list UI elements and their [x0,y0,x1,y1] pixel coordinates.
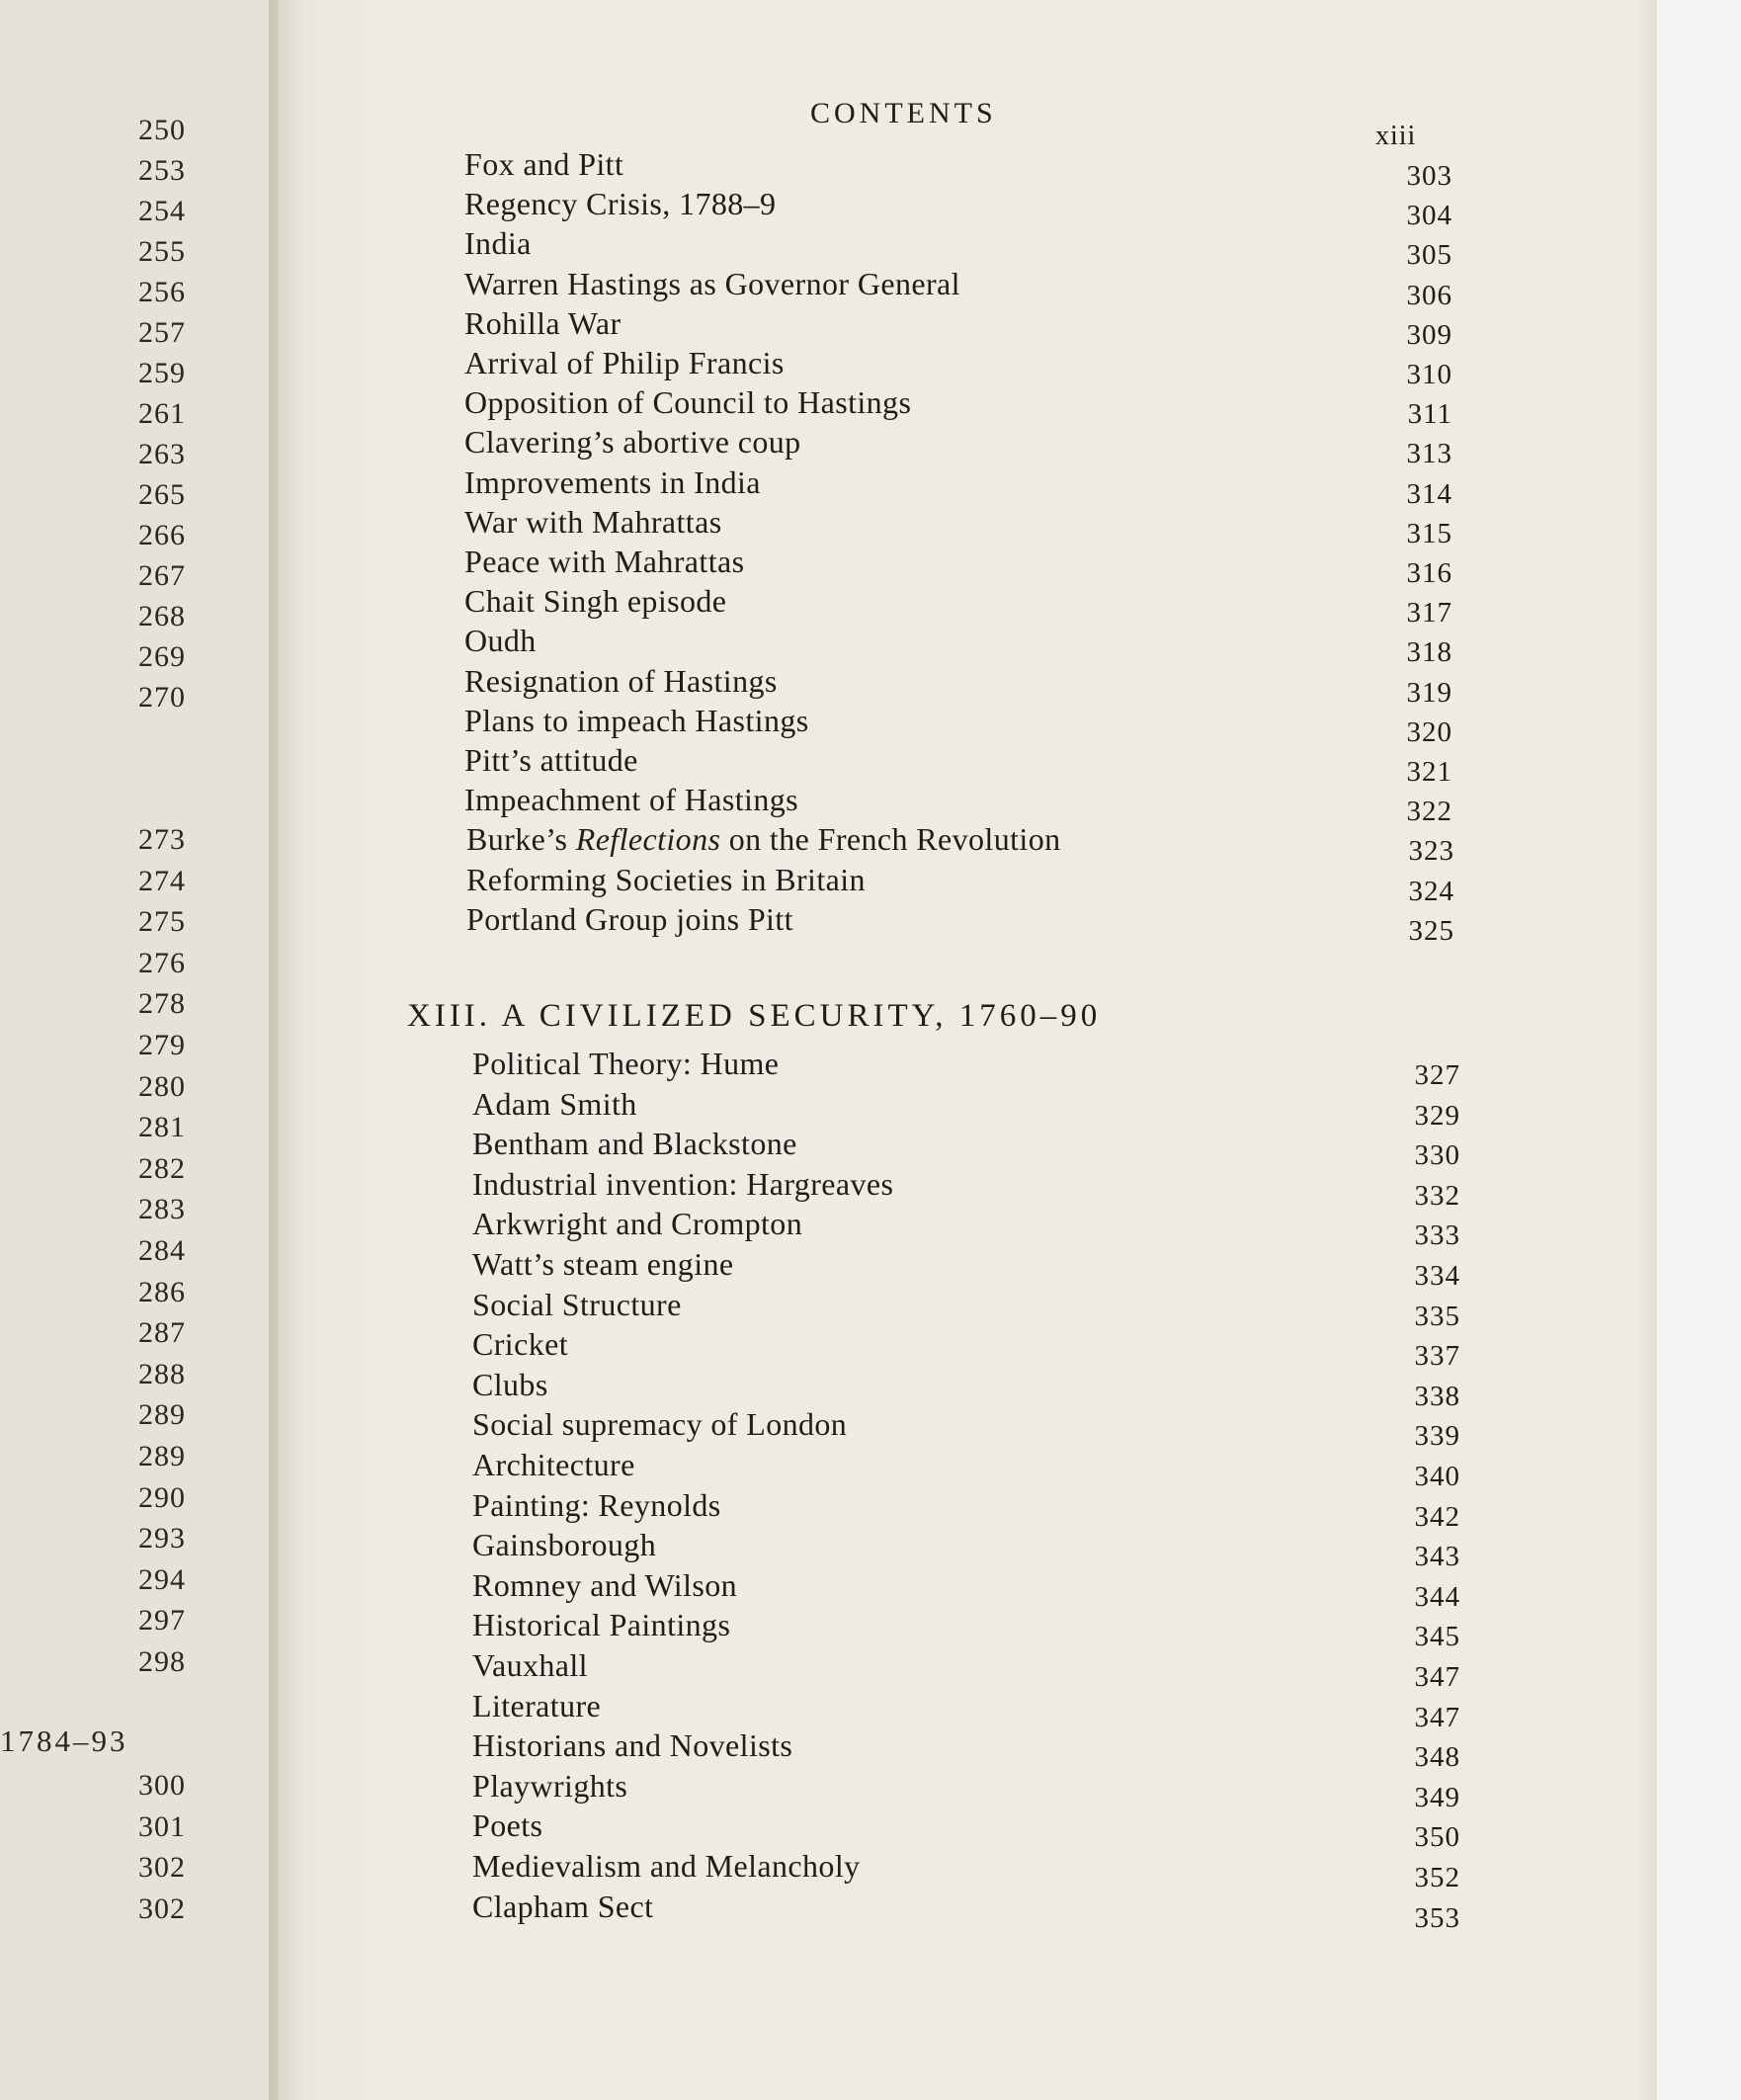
toc-entry-page: 305 [1406,239,1452,272]
toc-entry-title: Bentham and Blackstone [472,1126,797,1162]
left-page-number: 279 [138,1029,186,1061]
toc-entry-title: Impeachment of Hastings [464,782,798,818]
left-page-number: 265 [138,478,186,511]
left-page-number: 290 [138,1480,186,1514]
toc-entry-page: 344 [1414,1580,1460,1613]
toc-entry-title: Vauxhall [472,1647,588,1683]
left-page-number: 289 [138,1440,186,1472]
toc-entry [464,384,1452,431]
left-page-number: 263 [138,438,186,470]
left-page-number: 302 [138,1851,186,1884]
left-page-number: 253 [138,154,186,187]
toc-entry-title: Literature [472,1687,602,1723]
toc-entry [466,861,1454,907]
toc-entry [472,1888,1460,1934]
left-page-number: 297 [138,1604,186,1638]
toc-entry [472,1046,1460,1091]
toc-entry-page: 325 [1408,914,1454,947]
toc-entry-page: 322 [1406,796,1452,828]
toc-entry-page: 352 [1414,1862,1460,1893]
toc-entry [472,1126,1460,1172]
toc-entry [472,1727,1460,1774]
toc-entry [472,1246,1460,1292]
toc-entry-title: Social Structure [472,1286,682,1322]
toc-entry [472,1607,1460,1653]
toc-entry-title: Clavering’s abortive coup [464,424,801,461]
left-page-number: 261 [138,397,186,430]
background-margin [1657,0,1741,2100]
toc-entry-title: Improvements in India [464,463,761,500]
right-page [279,0,1657,2100]
toc-entry-title: Poets [472,1807,543,1844]
left-page-number: 288 [138,1357,186,1390]
toc-entry-page: 321 [1406,756,1452,788]
toc-entry [472,1286,1460,1332]
left-page-number: 273 [138,823,186,856]
toc-entry-page: 318 [1406,636,1452,669]
toc-entry [472,1527,1460,1573]
toc-entry-page: 329 [1414,1099,1460,1132]
toc-entry-title: Industrial invention: Hargreaves [472,1165,894,1202]
toc-entry [464,345,1452,390]
toc-entry-page: 332 [1414,1179,1460,1212]
toc-entry [472,1647,1460,1693]
left-page-number: 250 [138,114,186,146]
toc-entry [464,146,1452,192]
left-page-number: 275 [138,905,186,939]
left-page-number: 267 [138,559,186,592]
left-page-number: 274 [138,864,186,897]
toc-entry-title: Chait Singh episode [464,583,727,620]
left-page-number: 255 [138,235,186,268]
toc-entry [472,1085,1460,1132]
toc-entry-page: 324 [1408,875,1454,907]
toc-entry [464,424,1452,470]
toc-entry-title: Cricket [472,1326,568,1363]
toc-entry-title: Warren Hastings as Governor General [464,265,960,301]
left-page-number: 269 [138,640,186,673]
toc-entry [464,583,1452,630]
left-page-number: 300 [138,1769,186,1802]
toc-entry-page: 333 [1414,1219,1460,1252]
toc-entry [464,304,1452,351]
toc-entry-page: 311 [1407,398,1452,431]
toc-entry [472,1566,1460,1613]
left-page-number: 268 [138,600,186,632]
toc-entry-title: Peace with Mahrattas [464,544,745,579]
toc-entry [472,1486,1460,1533]
toc-entry [472,1687,1460,1733]
toc-entry-page: 347 [1414,1701,1460,1733]
toc-entry-page: 327 [1414,1059,1460,1091]
left-page-number: 283 [138,1193,186,1226]
toc-entry-title: Political Theory: Hume [472,1046,780,1081]
toc-entry-title: Gainsborough [472,1527,657,1563]
toc-entry-title: Watt’s steam engine [472,1246,734,1282]
toc-entry-page: 330 [1414,1139,1460,1172]
toc-entry-title: Rohilla War [464,304,622,341]
toc-entry-title: Romney and Wilson [472,1566,738,1603]
toc-entry-title: Regency Crisis, 1788–9 [464,186,777,222]
toc-entry-title: Fox and Pitt [464,146,624,182]
toc-entry-page: 317 [1406,597,1452,630]
toc-entry-title: Arrival of Philip Francis [464,345,785,380]
left-page-number: 294 [138,1562,186,1596]
toc-entry-page: 338 [1414,1380,1460,1412]
toc-entry [464,782,1452,828]
toc-entry-title: Historical Paintings [472,1607,731,1643]
toc-entry-title: Architecture [472,1447,635,1482]
left-page-number: 289 [138,1398,186,1432]
toc-entry [464,463,1452,510]
toc-entry-page: 303 [1406,160,1452,192]
running-head: CONTENTS [810,97,997,129]
toc-entry [464,503,1452,549]
toc-entry-page: 353 [1414,1901,1460,1934]
toc-entry-title: Resignation of Hastings [464,662,778,699]
left-page [0,0,279,2100]
toc-entry [466,900,1454,947]
toc-entry-page: 343 [1414,1541,1460,1573]
toc-entry [464,702,1452,748]
toc-entry [464,186,1452,232]
left-page-number: 266 [138,519,186,551]
toc-entry [464,544,1452,589]
toc-entry-title: Social supremacy of London [472,1406,848,1443]
toc-entry-page: 309 [1406,318,1452,351]
left-page-number: 287 [138,1316,186,1350]
toc-entry-title: Adam Smith [472,1085,637,1122]
toc-entry-page: 339 [1414,1420,1460,1453]
page-folio: xiii [1375,121,1417,151]
toc-entry-page: 348 [1414,1741,1460,1774]
toc-entry-title: War with Mahrattas [464,503,722,540]
toc-entry [472,1848,1460,1893]
toc-entry-page: 340 [1414,1461,1460,1492]
toc-entry-title: Playwrights [472,1767,628,1804]
toc-entry-page: 349 [1414,1781,1460,1813]
toc-entry [472,1326,1460,1373]
toc-entry-page: 342 [1414,1500,1460,1533]
toc-entry-title: Painting: Reynolds [472,1486,721,1523]
toc-entry-page: 304 [1406,200,1452,232]
toc-entry-page: 310 [1406,359,1452,390]
toc-entry-title: Oudh [464,623,537,659]
left-page-number: 282 [138,1151,186,1185]
toc-entry [464,623,1452,669]
toc-entry-title: Arkwright and Crompton [472,1206,803,1242]
toc-entry-page: 347 [1414,1661,1460,1693]
toc-entry [472,1767,1460,1813]
toc-entry-page: 320 [1406,715,1452,748]
toc-entry-title: Reforming Societies in Britain [466,861,866,897]
toc-entry-title: Portland Group joins Pitt [466,900,793,937]
left-page-number: 259 [138,357,186,389]
toc-entry-title: Clubs [472,1366,548,1402]
toc-entry [464,662,1452,709]
left-page-number: 286 [138,1275,186,1308]
left-page-number: 270 [138,681,186,714]
left-page-number: 301 [138,1809,186,1843]
toc-entry-page: 345 [1414,1621,1460,1653]
left-page-number: 284 [138,1234,186,1267]
toc-entry [472,1206,1460,1252]
toc-entry [464,742,1452,788]
toc-entry-title: Historians and Novelists [472,1727,793,1764]
toc-entry-page: 323 [1408,835,1454,868]
left-page-number: 281 [138,1111,186,1144]
left-page-number: 298 [138,1645,186,1678]
toc-entry [464,225,1452,272]
toc-entry [464,265,1452,311]
left-page-number: 293 [138,1522,186,1555]
left-page-number: 254 [138,195,186,227]
toc-entry-title: Pitt’s attitude [464,742,638,778]
toc-entry-title: Plans to impeach Hastings [464,702,809,738]
toc-entry-title: Medievalism and Melancholy [472,1848,861,1884]
toc-entry [472,1406,1460,1453]
toc-entry-title: Burke’s Reflections on the French Revolution [466,821,1061,858]
left-page-number: 256 [138,276,186,308]
toc-entry-page: 315 [1406,517,1452,549]
toc-entry-title: Opposition of Council to Hastings [464,384,912,421]
toc-entry-page: 316 [1406,557,1452,589]
left-page-number: 278 [138,987,186,1021]
toc-entry-page: 337 [1414,1340,1460,1373]
toc-entry-page: 334 [1414,1260,1460,1292]
toc-entry [472,1366,1460,1412]
toc-entry-page: 335 [1414,1300,1460,1332]
left-page-number: 276 [138,946,186,979]
toc-entry-page: 306 [1406,279,1452,311]
toc-entry-page: 313 [1406,438,1452,470]
toc-entry-burke [466,821,1454,868]
left-section-heading: 1784–93 [0,1723,128,1758]
left-page-number: 302 [138,1891,186,1925]
toc-entry-page: 314 [1406,477,1452,510]
toc-entry [472,1165,1460,1212]
toc-entry-title: Clapham Sect [472,1888,654,1924]
toc-entry-title: India [464,225,532,262]
toc-entry-page: 350 [1414,1821,1460,1854]
left-page-number: 257 [138,316,186,349]
chapter-heading: XIII. A CIVILIZED SECURITY, 1760–90 [407,998,1102,1034]
left-page-number: 280 [138,1069,186,1103]
toc-entry [472,1807,1460,1854]
toc-entry [472,1447,1460,1492]
toc-entry-page: 319 [1406,676,1452,709]
